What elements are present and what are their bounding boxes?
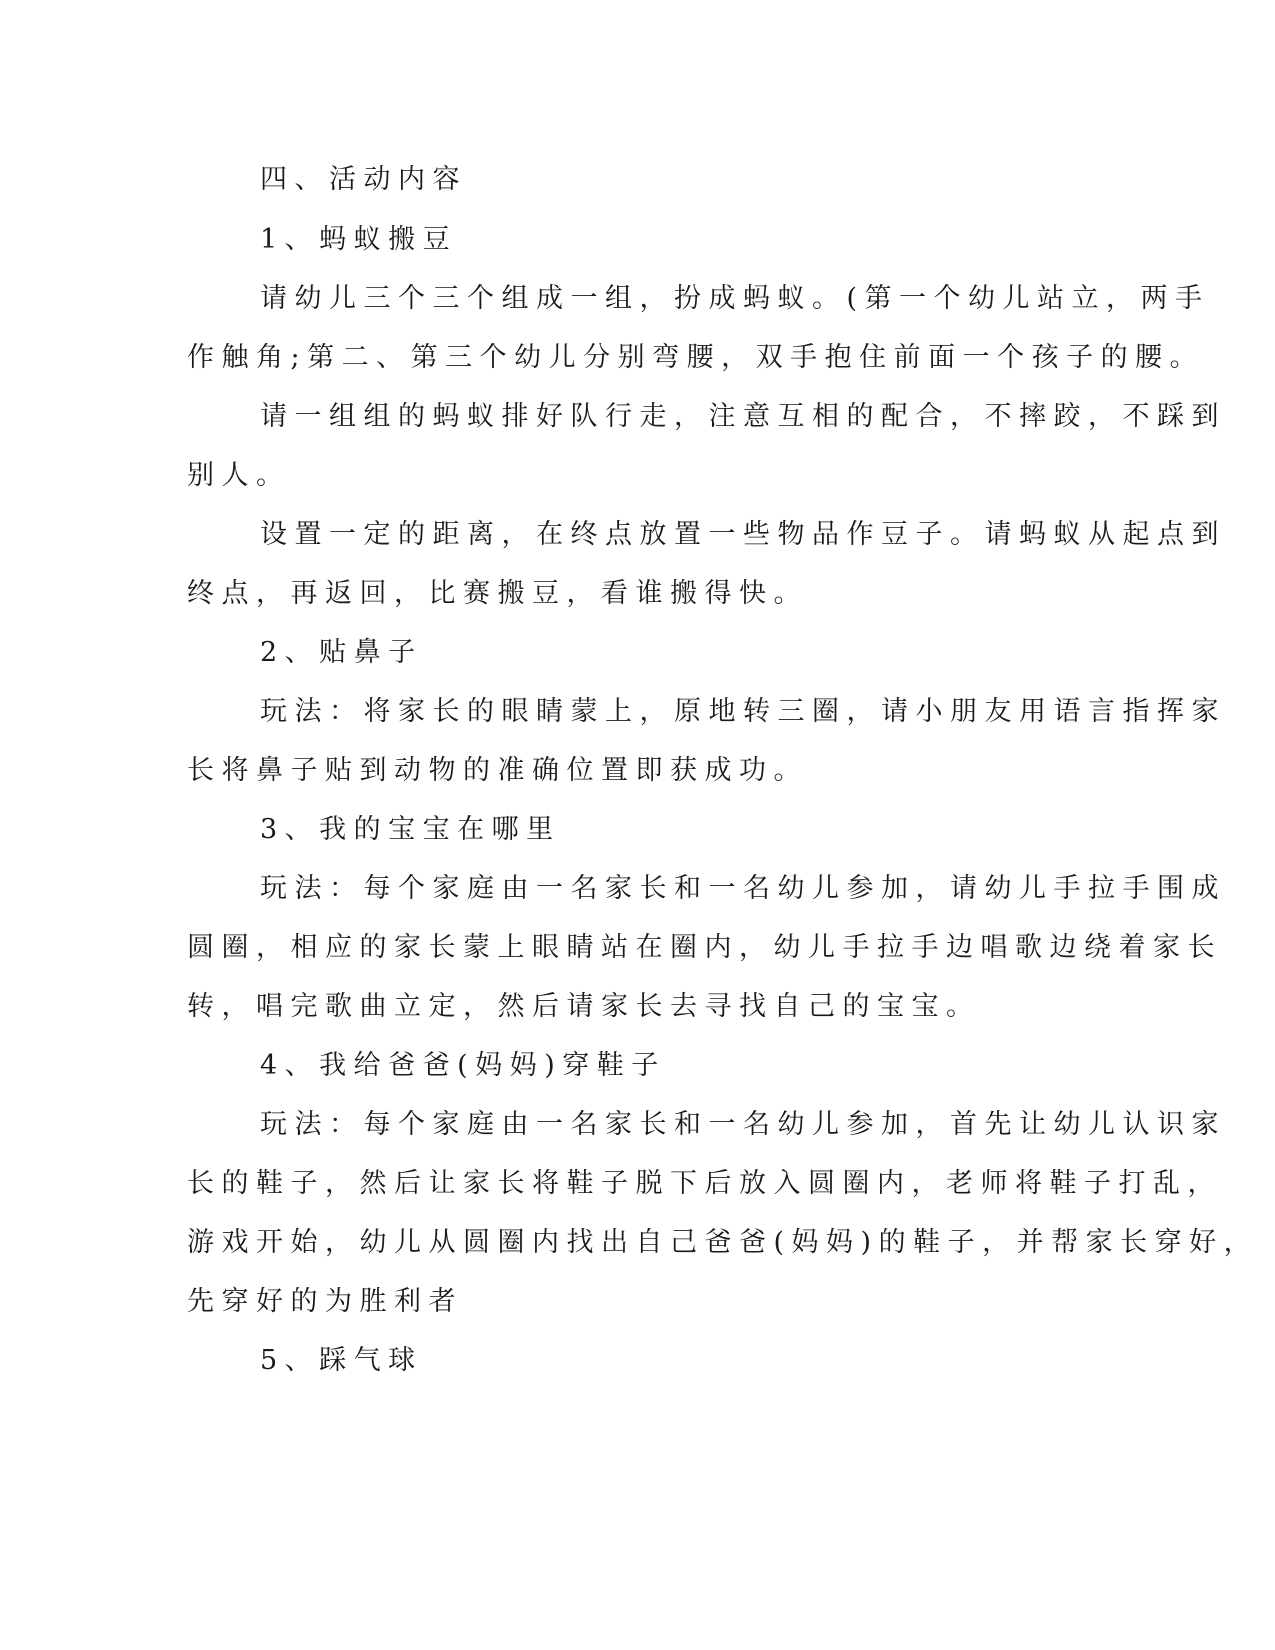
activity-title-3: 3、我的宝宝在哪里 [260, 814, 561, 845]
paragraph-line: 玩法：每个家庭由一名家长和一名幼儿参加，首先让幼儿认识家 [260, 1109, 1226, 1140]
section-heading: 四、活动内容 [260, 164, 467, 195]
paragraph-line: 设置一定的距离，在终点放置一些物品作豆子。请蚂蚁从起点到 [260, 519, 1226, 550]
activity-title-4: 4、我给爸爸(妈妈)穿鞋子 [260, 1050, 666, 1081]
activity-title-2: 2、贴鼻子 [260, 637, 423, 668]
paragraph-line: 终点，再返回，比赛搬豆，看谁搬得快。 [187, 578, 808, 609]
paragraph-line: 作触角;第二、第三个幼儿分别弯腰，双手抱住前面一个孩子的腰。 [187, 342, 1205, 373]
paragraph-line: 先穿好的为胜利者 [187, 1286, 463, 1317]
paragraph-line: 转，唱完歌曲立定，然后请家长去寻找自己的宝宝。 [187, 991, 981, 1022]
paragraph-line: 请幼儿三个三个组成一组，扮成蚂蚁。(第一个幼儿站立，两手 [260, 283, 1210, 314]
activity-title-1: 1、蚂蚁搬豆 [260, 224, 458, 255]
paragraph-line: 长的鞋子，然后让家长将鞋子脱下后放入圆圈内，老师将鞋子打乱， [187, 1168, 1222, 1199]
paragraph-line: 玩法：每个家庭由一名家长和一名幼儿参加，请幼儿手拉手围成 [260, 873, 1226, 904]
activity-title-5: 5、踩气球 [260, 1345, 423, 1376]
paragraph-line: 圆圈，相应的家长蒙上眼睛站在圈内，幼儿手拉手边唱歌边绕着家长 [187, 932, 1222, 963]
paragraph-line: 请一组组的蚂蚁排好队行走，注意互相的配合，不摔跤，不踩到 [260, 401, 1226, 432]
paragraph-line: 别人。 [187, 460, 291, 491]
paragraph-line: 玩法：将家长的眼睛蒙上，原地转三圈，请小朋友用语言指挥家 [260, 696, 1226, 727]
paragraph-line: 游戏开始，幼儿从圆圈内找出自己爸爸(妈妈)的鞋子，并帮家长穿好， [187, 1227, 1259, 1258]
paragraph-line: 长将鼻子贴到动物的准确位置即获成功。 [187, 755, 808, 786]
